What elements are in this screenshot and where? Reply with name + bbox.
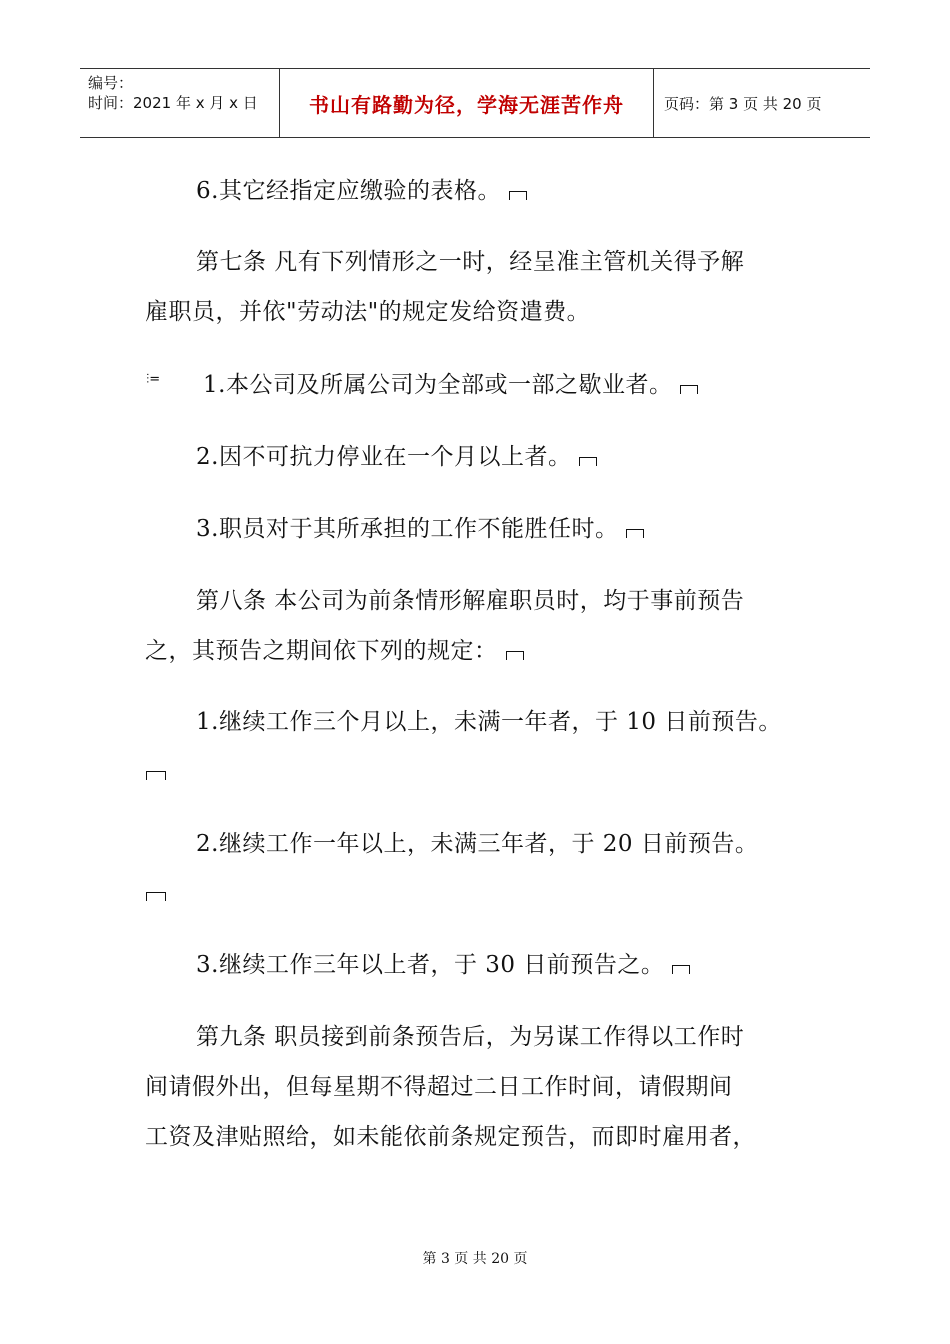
paragraph-line: 6.其它经指定应缴验的表格。: [196, 172, 527, 205]
paragraph-line: 3.继续工作三年以上者，于 30 日前预告之。: [196, 946, 690, 979]
paragraph-mark-icon: [672, 965, 690, 974]
page-label: 页码：第 3 页 共 20 页: [664, 94, 822, 113]
header-info-cell: [80, 69, 280, 137]
paragraph-line: 3.职员对于其所承担的工作不能胜任时。: [196, 510, 644, 543]
page-footer: 第 3 页 共 20 页: [422, 1251, 528, 1267]
paragraph-line: 工资及津贴照给，如未能依前条规定预告，而即时雇用者，: [145, 1124, 756, 1150]
paragraph-line: 第八条 本公司为前条情形解雇职员时，均于事前预告: [196, 588, 745, 614]
paragraph-mark-icon: [579, 457, 597, 466]
paragraph-mark-icon: [626, 529, 644, 538]
time-label: 时间：2021 年 x 月 x 日: [88, 94, 258, 112]
paragraph-mark-icon: [506, 651, 524, 660]
paragraph-line: 第七条 凡有下列情形之一时，经呈准主管机关得予解: [196, 249, 745, 275]
paragraph-mark-icon: [680, 385, 698, 394]
paragraph-line: 雇职员，并依"劳动法"的规定发给资遣费。: [145, 299, 591, 325]
page-header: [80, 68, 870, 138]
paragraph-line: 2.继续工作一年以上，未满三年者，于 20 日前预告。: [196, 831, 759, 857]
header-page-cell: [654, 69, 870, 137]
paragraph-line: 2.因不可抗力停业在一个月以上者。: [196, 438, 597, 471]
motto-text: 书山有路勤为径，学海无涯苦作舟: [309, 92, 624, 117]
paragraph-line: 第九条 职员接到前条预告后，为另谋工作得以工作时: [196, 1024, 745, 1050]
header-motto-cell: [280, 69, 654, 137]
paragraph-mark-icon: [509, 191, 527, 200]
paragraph-mark-icon: [146, 771, 166, 780]
paragraph-line: 之，其预告之期间依下列的规定：: [145, 632, 524, 665]
paragraph-line: 1.继续工作三个月以上，未满一年者，于 10 日前预告。: [196, 709, 782, 735]
doc-number-label: 编号：: [88, 74, 134, 92]
paragraph-line: 间请假外出，但每星期不得超过二日工作时间，请假期间: [145, 1074, 733, 1100]
paragraph-mark-icon: [146, 892, 166, 901]
paragraph-line: 1.本公司及所属公司为全部或一部之歇业者。: [203, 366, 698, 399]
margin-mark: ⫶=: [146, 372, 161, 387]
